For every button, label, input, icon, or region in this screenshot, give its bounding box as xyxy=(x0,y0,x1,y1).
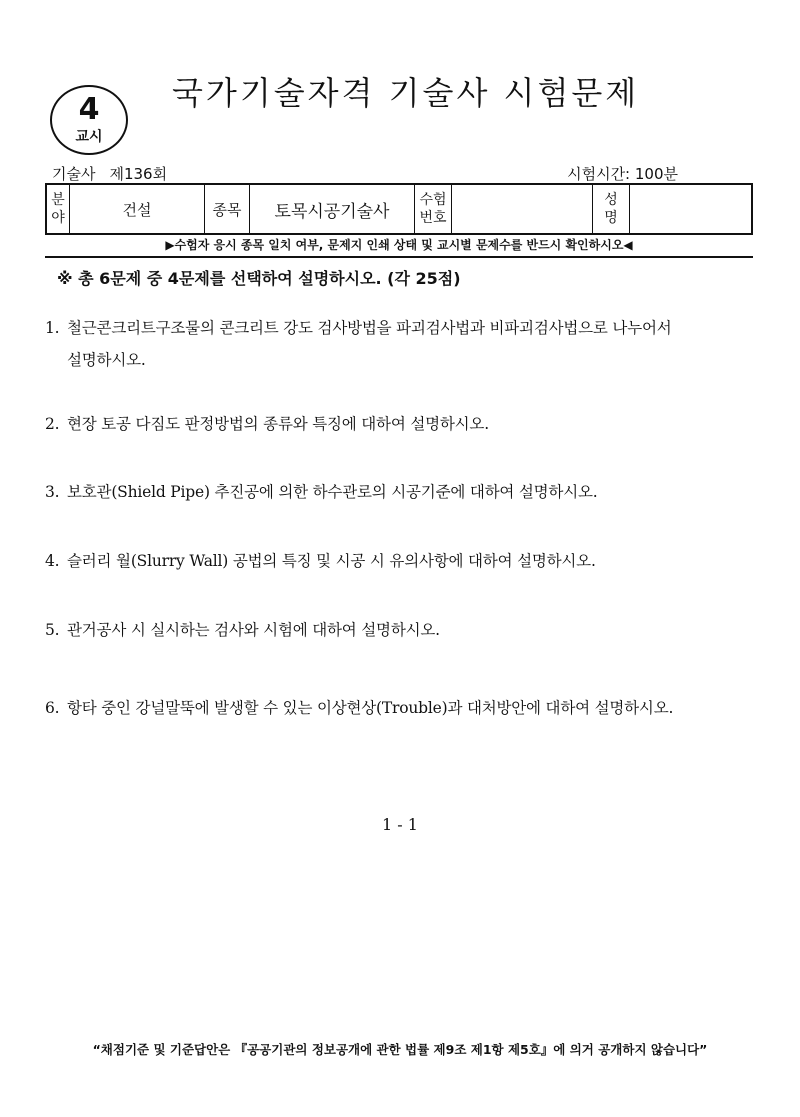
question-item: 2. 현장 토공 다짐도 판정방법의 종류와 특징에 대하여 설명하시오. xyxy=(45,415,489,433)
exam-round: 제136회 xyxy=(109,165,168,183)
field-value: 건설 xyxy=(70,184,205,234)
question-item: 4. 슬러리 월(Slurry Wall) 공법의 특징 및 시공 시 유의사항에 대하여 설명하시오. xyxy=(45,552,596,570)
examinee-number-label: 수험 번호 xyxy=(415,184,452,234)
instruction: ※ 총 6문제 중 4문제를 선택하여 설명하시오. (각 25점) xyxy=(57,269,461,288)
verification-notice: ▶수험자 응시 종목 일치 여부, 문제지 인쇄 상태 및 교시별 문제수를 반드시 확인하시오◀ xyxy=(165,238,633,252)
subject-label: 종목 xyxy=(205,184,250,234)
session-label: 교시 xyxy=(75,129,103,145)
question-item: 6. 항타 중인 강널말뚝에 발생할 수 있는 이상현상(Trouble)과 대처방안에 대하여 설명하시오. xyxy=(45,699,674,717)
page-title: 국가기술자격 기술사 시험문제 xyxy=(172,74,640,112)
question-item: 1. 철근콘크리트구조물의 콘크리트 강도 검사방법을 파괴검사법과 비파괴검사법으로 나누어서 설명하시오. xyxy=(45,319,672,369)
name-label: 성 명 xyxy=(593,184,630,234)
name-field[interactable] xyxy=(630,184,753,234)
footer-disclaimer: “채점기준 및 기준답안은 『공공기관의 정보공개에 관한 법률 제9조 제1항 제5호』에 의거 공개하지 않습니다” xyxy=(92,1042,708,1057)
field-label: 분 야 xyxy=(46,184,70,234)
question-item: 5. 관거공사 시 실시하는 검사와 시험에 대하여 설명하시오. xyxy=(45,621,440,639)
question-item: 3. 보호관(Shield Pipe) 추진공에 의한 하수관로의 시공기준에 대하여 설명하시오. xyxy=(45,483,598,501)
page-number: 1 - 1 xyxy=(382,815,418,834)
session-number: 4 xyxy=(78,92,100,127)
exam-meta-left xyxy=(52,163,167,184)
exam-info-table xyxy=(45,183,753,235)
exam-category: 기술사 xyxy=(52,165,96,183)
divider xyxy=(45,256,753,258)
session-badge xyxy=(50,85,128,155)
subject-value: 토목시공기술사 xyxy=(250,184,415,234)
examinee-number-field[interactable] xyxy=(452,184,593,234)
exam-time: 시험시간: 100분 xyxy=(567,165,678,183)
